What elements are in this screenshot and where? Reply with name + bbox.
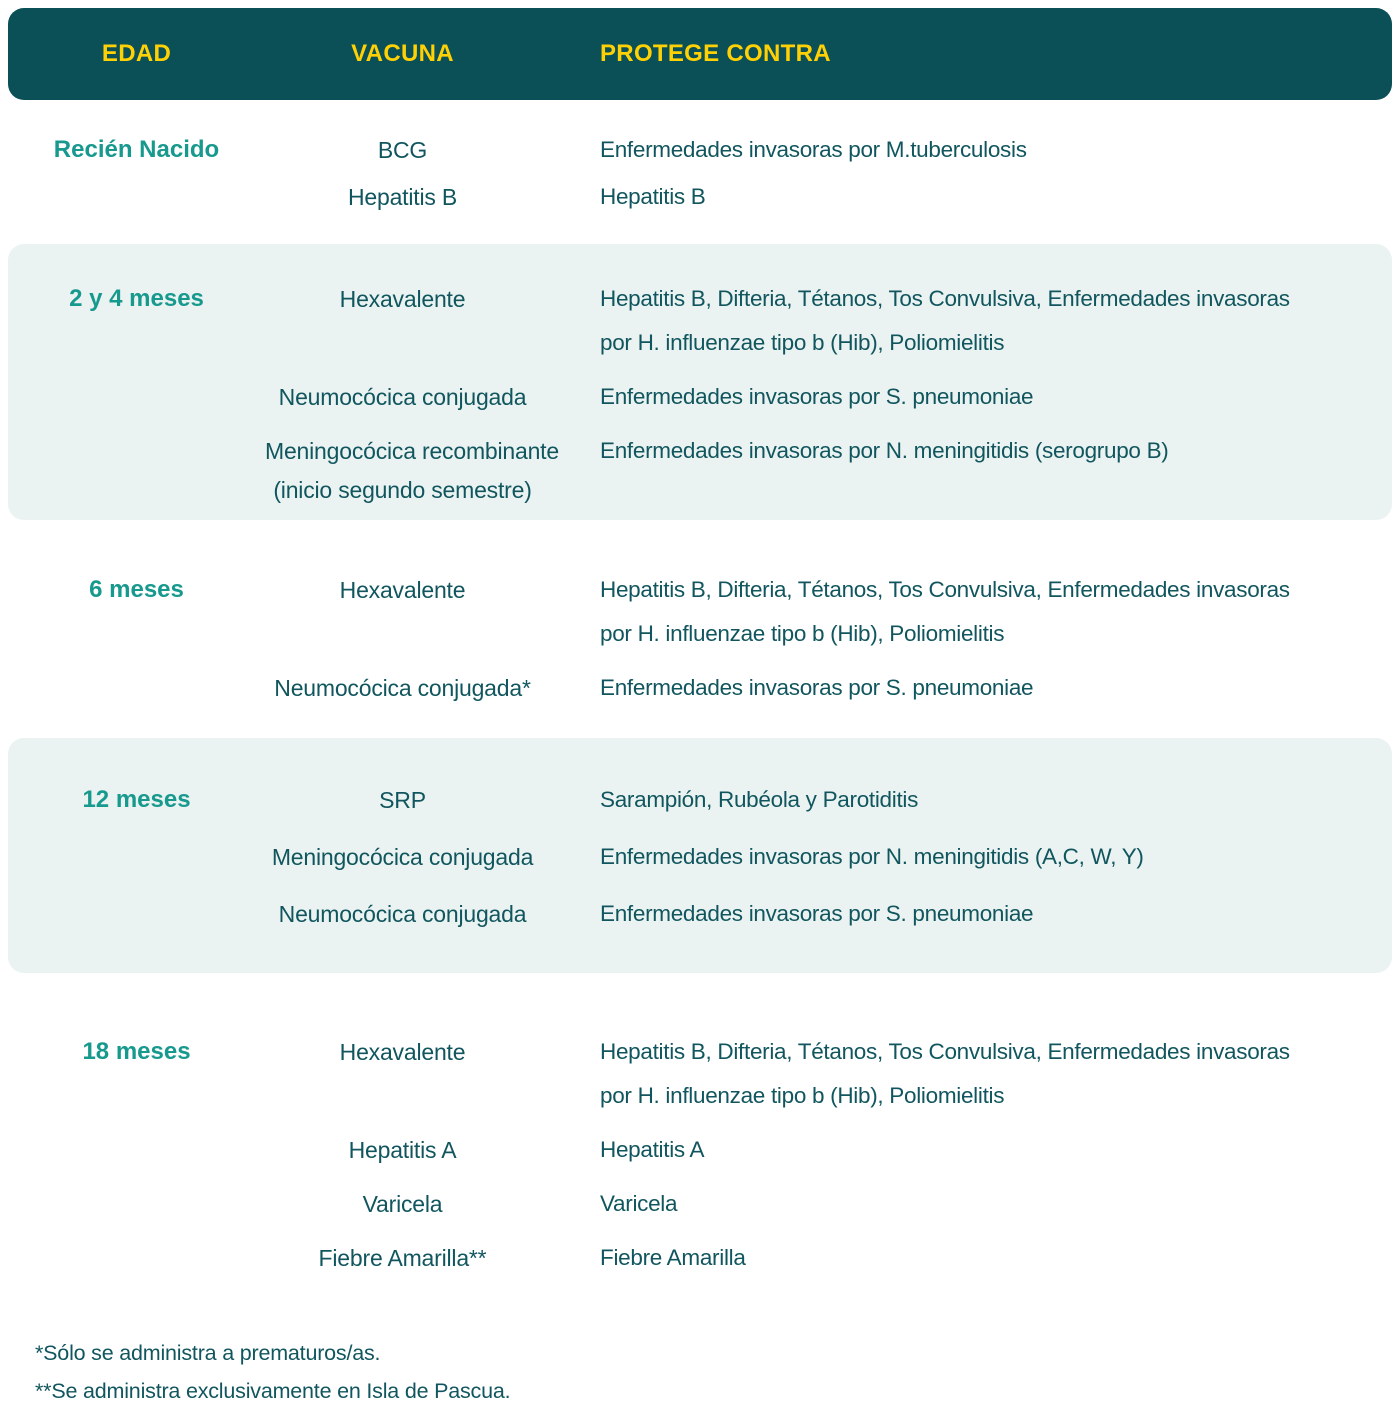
vaccine-name-line: (inicio segundo semestre) (273, 477, 532, 503)
protects-text (540, 1182, 1392, 1226)
age-group-section (8, 244, 1392, 520)
vaccine-name (265, 835, 540, 879)
protects-text (540, 175, 1392, 219)
vaccine-name-line: Fiebre Amarilla** (318, 1245, 487, 1271)
table-row (8, 778, 1392, 822)
table-row (8, 375, 1392, 419)
vaccine-name-line: Hepatitis B (347, 184, 457, 210)
vaccination-schedule-table (0, 8, 1400, 1426)
protects-text-line: por H. influenzae tipo b (Hib), Poliomielitis (600, 621, 1005, 646)
table-row (8, 1182, 1392, 1226)
protects-text-line: Fiebre Amarilla (600, 1245, 746, 1270)
footnotes (0, 1334, 1400, 1410)
vaccine-name (265, 1128, 540, 1172)
vaccine-name (265, 277, 540, 321)
table-row (8, 892, 1392, 936)
vaccine-name (265, 778, 540, 822)
header-col-vaccine: VACUNA (351, 40, 454, 67)
vaccine-name-line: Hexavalente (339, 1039, 466, 1065)
table-row (8, 429, 1392, 507)
age-label: Recién Nacido (53, 136, 220, 163)
age-label: 18 meses (82, 1038, 191, 1065)
age-group-section (8, 738, 1392, 973)
protects-text-line: Hepatitis B, Difteria, Tétanos, Tos Convulsiva, Enfermedades invasoras (600, 286, 1290, 311)
vaccine-name (265, 1182, 540, 1226)
table-row (8, 1236, 1392, 1280)
protects-text-line: Hepatitis B, Difteria, Tétanos, Tos Convulsiva, Enfermedades invasoras (600, 1039, 1290, 1064)
vaccine-name-line: Hexavalente (339, 577, 466, 603)
age-group-section (8, 973, 1392, 1280)
protects-text-line: por H. influenzae tipo b (Hib), Poliomielitis (600, 330, 1005, 355)
protects-text (540, 892, 1392, 936)
vaccine-name (265, 175, 540, 219)
vaccine-name (265, 892, 540, 936)
protects-text-line: Hepatitis B, Difteria, Tétanos, Tos Convulsiva, Enfermedades invasoras (600, 577, 1290, 602)
protects-text-line: Enfermedades invasoras por S. pneumoniae (600, 901, 1034, 926)
header-col-protects: PROTEGE CONTRA (600, 40, 831, 67)
protects-text (540, 778, 1392, 822)
footnote: **Se administra exclusivamente en Isla de Pascua. (35, 1379, 511, 1403)
vaccine-name-line: Varicela (362, 1191, 443, 1217)
protects-text (540, 1236, 1392, 1280)
table-row (8, 568, 1392, 656)
vaccine-name (265, 128, 540, 172)
protects-text (540, 1030, 1392, 1118)
table-row (8, 666, 1392, 710)
protects-text-line: Enfermedades invasoras por N. meningitidis (A,C, W, Y) (600, 844, 1144, 869)
protects-text-line: Enfermedades invasoras por M.tuberculosis (600, 137, 1027, 162)
vaccine-name-line: Meningocócica conjugada (271, 844, 534, 870)
protects-text (540, 429, 1392, 473)
table-row (8, 1030, 1392, 1118)
protects-text (540, 666, 1392, 710)
table-row (8, 1128, 1392, 1172)
footnote: *Sólo se administra a prematuros/as. (35, 1341, 381, 1365)
vaccine-name-line: Hepatitis A (348, 1137, 457, 1163)
table-row (8, 175, 1392, 219)
table-header-row (8, 8, 1392, 100)
vaccine-name (265, 429, 559, 507)
vaccine-name (265, 375, 540, 419)
vaccine-name (265, 1030, 540, 1074)
age-label: 2 y 4 meses (69, 285, 204, 312)
protects-text (540, 1128, 1392, 1172)
vaccine-name (265, 568, 540, 612)
vaccine-name-line: Hexavalente (339, 286, 466, 312)
age-group-section (8, 100, 1392, 244)
protects-text-line: por H. influenzae tipo b (Hib), Poliomielitis (600, 1083, 1005, 1108)
vaccine-name (265, 666, 540, 710)
vaccine-name-line: Neumocócica conjugada (278, 384, 527, 410)
protects-text-line: Hepatitis B (600, 184, 706, 209)
vaccine-name-line: Meningocócica recombinante (265, 438, 559, 464)
age-group-section (8, 520, 1392, 738)
protects-text (540, 128, 1392, 172)
age-label: 12 meses (82, 786, 191, 813)
protects-text (540, 375, 1392, 419)
protects-text (540, 568, 1392, 656)
protects-text-line: Hepatitis A (600, 1137, 705, 1162)
table-row (8, 835, 1392, 879)
vaccine-name-line: BCG (377, 137, 428, 163)
protects-text-line: Enfermedades invasoras por N. meningitidis (serogrupo B) (600, 438, 1169, 463)
protects-text-line: Sarampión, Rubéola y Parotiditis (600, 787, 919, 812)
vaccine-name-line: Neumocócica conjugada (278, 901, 527, 927)
table-row (8, 128, 1392, 172)
table-body (0, 100, 1400, 1280)
protects-text-line: Enfermedades invasoras por S. pneumoniae (600, 384, 1034, 409)
protects-text (540, 835, 1392, 879)
age-label: 6 meses (89, 576, 184, 603)
vaccine-name-line: Neumocócica conjugada* (274, 675, 531, 701)
table-row (8, 277, 1392, 365)
vaccine-name-line: SRP (379, 787, 426, 813)
protects-text-line: Enfermedades invasoras por S. pneumoniae (600, 675, 1034, 700)
protects-text-line: Varicela (600, 1191, 678, 1216)
vaccine-name (265, 1236, 540, 1280)
header-col-age: EDAD (101, 40, 172, 67)
protects-text (540, 277, 1392, 365)
